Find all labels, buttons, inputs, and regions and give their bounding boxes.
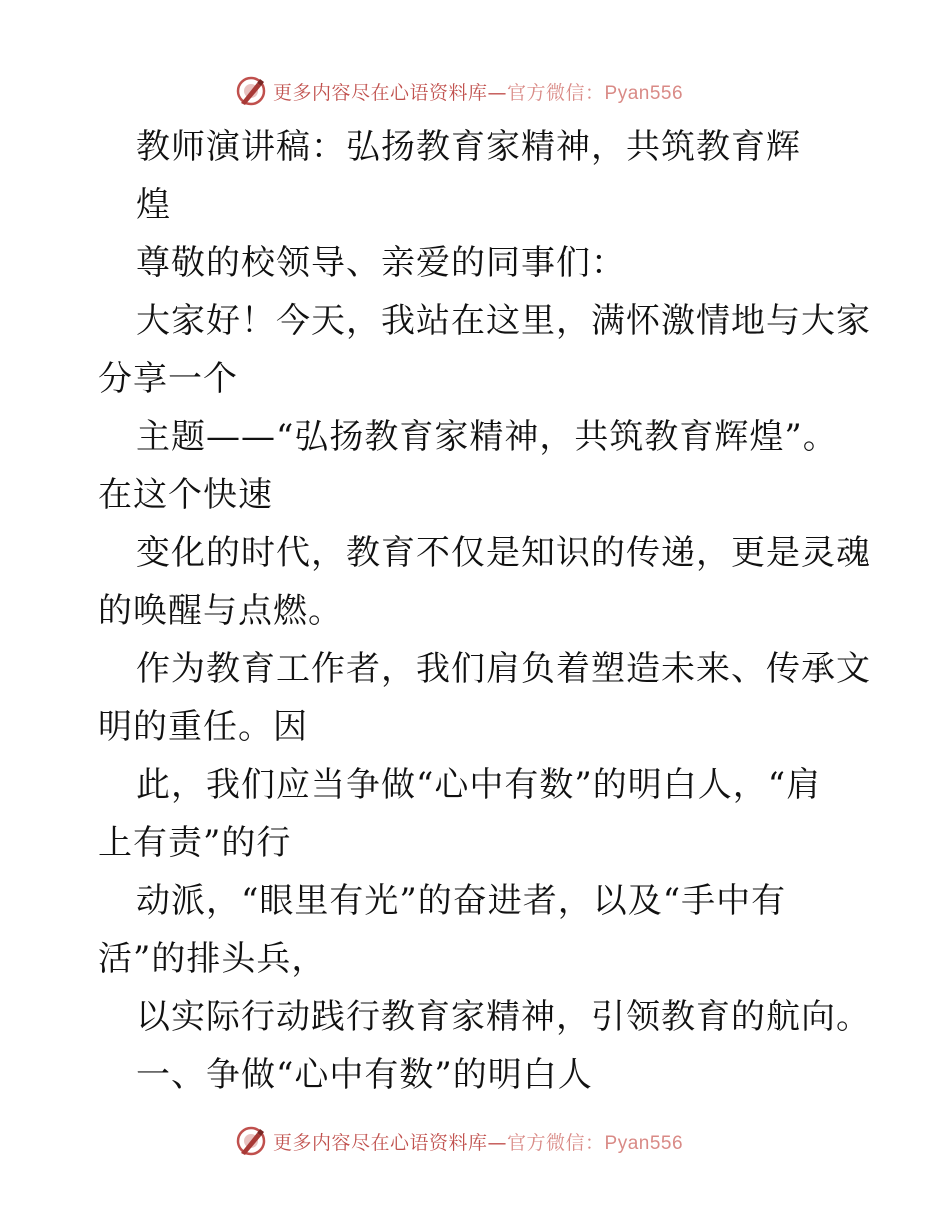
footer-watermark bbox=[235, 1123, 755, 1159]
text-line: 以实际行动践行教育家精神，引领教育的航向。 bbox=[136, 997, 871, 1037]
text-line: 上有责”的行 bbox=[98, 823, 292, 863]
pen-logo-icon bbox=[235, 1125, 267, 1157]
text-line: 作为教育工作者，我们肩负着塑造未来、传承文 bbox=[136, 649, 871, 689]
text-line: 动派，“眼里有光”的奋进者，以及“手中有 bbox=[136, 881, 787, 921]
text-line: 明的重任。因 bbox=[98, 707, 308, 747]
text-line: 一、争做“心中有数”的明白人 bbox=[136, 1055, 593, 1095]
text-line: 在这个快速 bbox=[98, 475, 273, 515]
text-line: 尊敬的校领导、亲爱的同事们： bbox=[136, 243, 626, 283]
document-body bbox=[98, 118, 871, 1104]
text-line: 分享一个 bbox=[98, 359, 238, 399]
text-line: 的唤醒与点燃。 bbox=[98, 591, 343, 631]
text-line: 煌 bbox=[136, 185, 171, 225]
text-line: 主题——“弘扬教育家精神，共筑教育辉煌”。 bbox=[136, 417, 838, 457]
text-line: 大家好！今天，我站在这里，满怀激情地与大家 bbox=[136, 301, 871, 341]
watermark-text: 更多内容尽在心语资料库—官方微信：Pyan556 bbox=[273, 1131, 684, 1154]
text-line: 教师演讲稿：弘扬教育家精神，共筑教育辉 bbox=[136, 127, 801, 167]
watermark-text: 更多内容尽在心语资料库—官方微信：Pyan556 bbox=[273, 81, 684, 104]
header-watermark bbox=[235, 73, 755, 109]
text-line: 变化的时代，教育不仅是知识的传递，更是灵魂 bbox=[136, 533, 871, 573]
text-line: 活”的排头兵， bbox=[98, 939, 327, 979]
text-line: 此，我们应当争做“心中有数”的明白人，“肩 bbox=[136, 765, 822, 805]
pen-logo-icon bbox=[235, 75, 267, 107]
